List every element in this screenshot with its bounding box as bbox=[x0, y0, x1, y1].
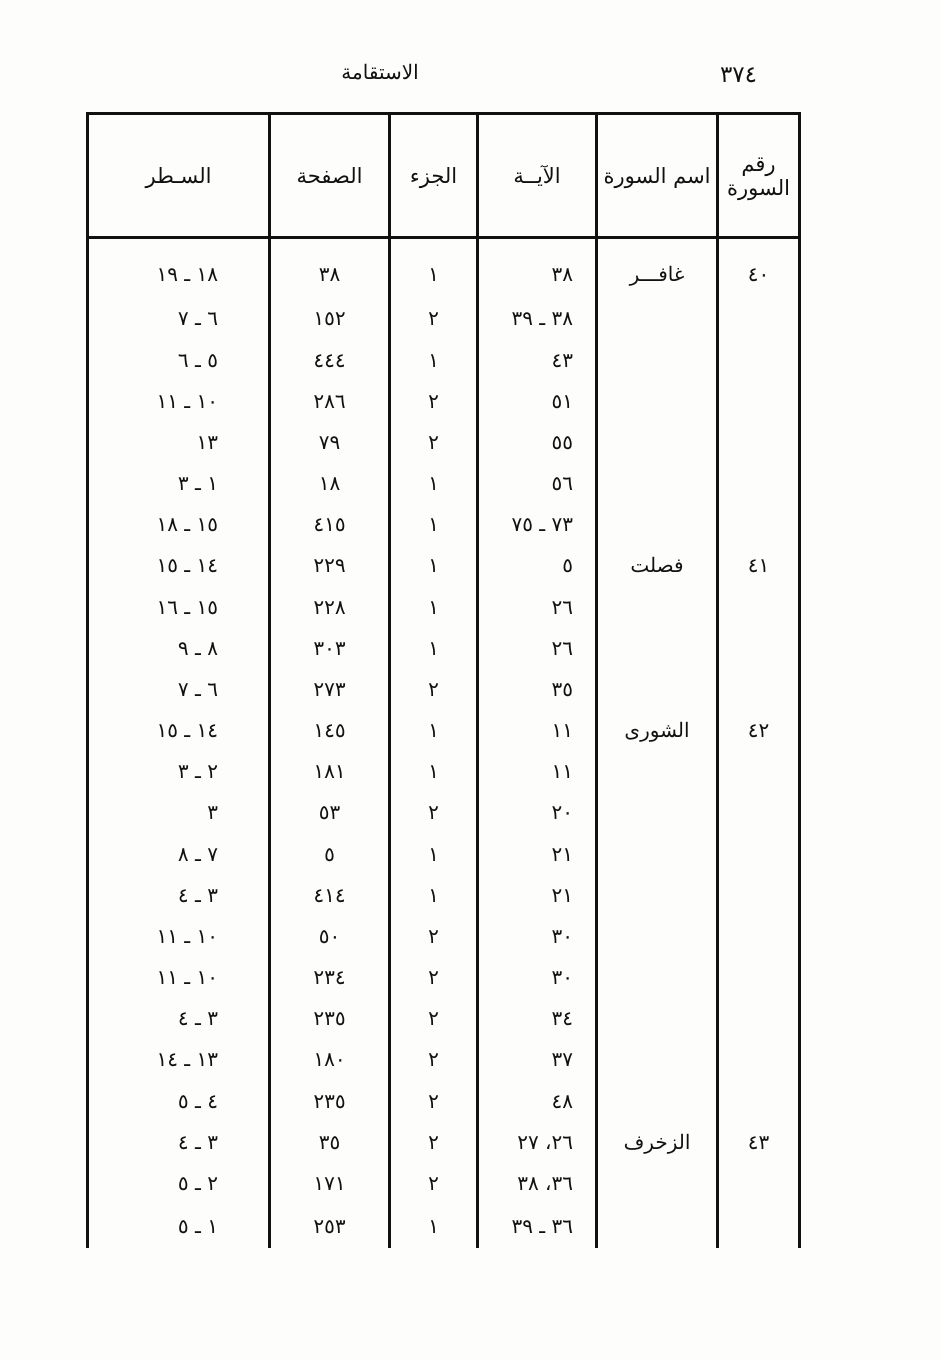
juz-cell: ٢ bbox=[390, 1080, 478, 1121]
sura-number-cell: ٤٣ bbox=[718, 1121, 800, 1162]
line-cell: ٢ ـ ٥ bbox=[88, 1162, 270, 1203]
verse-index-table bbox=[86, 112, 801, 1248]
table-row bbox=[88, 421, 800, 462]
line-cell: ١٥ ـ ١٨ bbox=[88, 504, 270, 545]
verse-cell: ٥ bbox=[478, 545, 597, 586]
page-cell: ٢٣٥ bbox=[270, 1080, 390, 1121]
header-page: الصفحة bbox=[270, 114, 390, 238]
sura-number-cell bbox=[718, 874, 800, 915]
juz-cell: ١ bbox=[390, 833, 478, 874]
page-cell: ٤١٤ bbox=[270, 874, 390, 915]
page-cell: ٣٥ bbox=[270, 1121, 390, 1162]
verse-cell: ٥٦ bbox=[478, 462, 597, 503]
verse-cell: ٣٠ bbox=[478, 915, 597, 956]
verse-cell: ١١ bbox=[478, 709, 597, 750]
page-cell: ٥٣ bbox=[270, 792, 390, 833]
juz-cell: ٢ bbox=[390, 421, 478, 462]
table-row bbox=[88, 380, 800, 421]
line-cell: ٦ ـ ٧ bbox=[88, 668, 270, 709]
juz-cell: ١ bbox=[390, 627, 478, 668]
sura-number-cell: ٤٢ bbox=[718, 709, 800, 750]
juz-cell: ١ bbox=[390, 504, 478, 545]
sura-name-cell bbox=[597, 874, 718, 915]
sura-name-cell bbox=[597, 1162, 718, 1203]
sura-name-cell bbox=[597, 751, 718, 792]
table-row bbox=[88, 545, 800, 586]
header-line: السـطر bbox=[88, 114, 270, 238]
page-cell: ٢٨٦ bbox=[270, 380, 390, 421]
verse-cell: ٢٦، ٢٧ bbox=[478, 1121, 597, 1162]
juz-cell: ٢ bbox=[390, 915, 478, 956]
page-cell: ٢٢٨ bbox=[270, 586, 390, 627]
verse-cell: ٢٠ bbox=[478, 792, 597, 833]
sura-number-cell bbox=[718, 668, 800, 709]
sura-name-cell bbox=[597, 915, 718, 956]
table-row bbox=[88, 1204, 800, 1248]
sura-number-cell bbox=[718, 833, 800, 874]
page-cell: ٧٩ bbox=[270, 421, 390, 462]
verse-cell: ٣٦ ـ ٣٩ bbox=[478, 1204, 597, 1248]
page-cell: ٢٥٣ bbox=[270, 1204, 390, 1248]
verse-cell: ٢١ bbox=[478, 833, 597, 874]
sura-number-cell bbox=[718, 627, 800, 668]
juz-cell: ٢ bbox=[390, 792, 478, 833]
sura-name-cell bbox=[597, 792, 718, 833]
table-row bbox=[88, 874, 800, 915]
verse-cell: ٧٣ ـ ٧٥ bbox=[478, 504, 597, 545]
juz-cell: ٢ bbox=[390, 298, 478, 339]
sura-number-cell bbox=[718, 1039, 800, 1080]
sura-name-cell bbox=[597, 998, 718, 1039]
sura-name-cell bbox=[597, 957, 718, 998]
page-cell: ٢٧٣ bbox=[270, 668, 390, 709]
verse-cell: ٢١ bbox=[478, 874, 597, 915]
line-cell: ١٤ ـ ١٥ bbox=[88, 545, 270, 586]
sura-number-cell bbox=[718, 298, 800, 339]
running-title: الاستقامة bbox=[341, 60, 419, 84]
line-cell: ١ ـ ٣ bbox=[88, 462, 270, 503]
verse-cell: ٥١ bbox=[478, 380, 597, 421]
line-cell: ٦ ـ ٧ bbox=[88, 298, 270, 339]
line-cell: ٧ ـ ٨ bbox=[88, 833, 270, 874]
juz-cell: ١ bbox=[390, 586, 478, 627]
line-cell: ٤ ـ ٥ bbox=[88, 1080, 270, 1121]
table-row bbox=[88, 668, 800, 709]
line-cell: ٥ ـ ٦ bbox=[88, 339, 270, 380]
sura-number-cell: ٤١ bbox=[718, 545, 800, 586]
juz-cell: ١ bbox=[390, 339, 478, 380]
page-cell: ١٨١ bbox=[270, 751, 390, 792]
sura-number-cell bbox=[718, 462, 800, 503]
sura-name-cell: غافـــر bbox=[597, 238, 718, 298]
sura-number-cell bbox=[718, 504, 800, 545]
verse-cell: ٣٧ bbox=[478, 1039, 597, 1080]
page-cell: ٥ bbox=[270, 833, 390, 874]
verse-cell: ٤٨ bbox=[478, 1080, 597, 1121]
juz-cell: ٢ bbox=[390, 1162, 478, 1203]
line-cell: ٨ ـ ٩ bbox=[88, 627, 270, 668]
verse-cell: ٣٤ bbox=[478, 998, 597, 1039]
sura-name-cell: الزخرف bbox=[597, 1121, 718, 1162]
table-row bbox=[88, 751, 800, 792]
sura-name-cell bbox=[597, 1039, 718, 1080]
juz-cell: ٢ bbox=[390, 1039, 478, 1080]
sura-number-cell bbox=[718, 1162, 800, 1203]
verse-cell: ٢٦ bbox=[478, 586, 597, 627]
juz-cell: ١ bbox=[390, 709, 478, 750]
sura-number-cell bbox=[718, 380, 800, 421]
juz-cell: ١ bbox=[390, 874, 478, 915]
sura-number-cell bbox=[718, 998, 800, 1039]
header-sura-name: اسم السورة bbox=[597, 114, 718, 238]
page-number: ٣٧٤ bbox=[719, 62, 757, 88]
table-row bbox=[88, 298, 800, 339]
line-cell: ٣ bbox=[88, 792, 270, 833]
sura-number-cell bbox=[718, 1080, 800, 1121]
sura-number-cell bbox=[718, 1204, 800, 1248]
page-cell: ١٧١ bbox=[270, 1162, 390, 1203]
header-juz: الجزء bbox=[390, 114, 478, 238]
sura-name-cell bbox=[597, 380, 718, 421]
line-cell: ١٠ ـ ١١ bbox=[88, 915, 270, 956]
table-row bbox=[88, 998, 800, 1039]
table-row bbox=[88, 1039, 800, 1080]
sura-number-cell bbox=[718, 339, 800, 380]
table-row bbox=[88, 339, 800, 380]
table-row bbox=[88, 586, 800, 627]
sura-name-cell bbox=[597, 462, 718, 503]
page-cell: ٢٣٤ bbox=[270, 957, 390, 998]
verse-cell: ٣٥ bbox=[478, 668, 597, 709]
juz-cell: ٢ bbox=[390, 1121, 478, 1162]
sura-name-cell bbox=[597, 421, 718, 462]
line-cell: ١٠ ـ ١١ bbox=[88, 957, 270, 998]
table-row bbox=[88, 957, 800, 998]
juz-cell: ٢ bbox=[390, 998, 478, 1039]
table-row bbox=[88, 915, 800, 956]
verse-cell: ٣٨ ـ ٣٩ bbox=[478, 298, 597, 339]
juz-cell: ١ bbox=[390, 238, 478, 298]
sura-number-cell bbox=[718, 915, 800, 956]
sura-name-cell bbox=[597, 627, 718, 668]
sura-number-cell bbox=[718, 421, 800, 462]
sura-name-cell bbox=[597, 833, 718, 874]
sura-number-cell bbox=[718, 586, 800, 627]
line-cell: ١ ـ ٥ bbox=[88, 1204, 270, 1248]
table-row bbox=[88, 1121, 800, 1162]
table-row bbox=[88, 792, 800, 833]
table-row bbox=[88, 462, 800, 503]
juz-cell: ٢ bbox=[390, 957, 478, 998]
line-cell: ١٨ ـ ١٩ bbox=[88, 238, 270, 298]
header-sura-number-line2: السورة bbox=[727, 175, 790, 200]
table-row bbox=[88, 1162, 800, 1203]
table-row bbox=[88, 627, 800, 668]
line-cell: ١٣ ـ ١٤ bbox=[88, 1039, 270, 1080]
table-row bbox=[88, 238, 800, 298]
table-row bbox=[88, 504, 800, 545]
sura-name-cell bbox=[597, 339, 718, 380]
sura-name-cell bbox=[597, 504, 718, 545]
page-cell: ٤١٥ bbox=[270, 504, 390, 545]
sura-name-cell bbox=[597, 1204, 718, 1248]
table-body bbox=[88, 238, 800, 1249]
sura-number-cell bbox=[718, 957, 800, 998]
sura-number-cell bbox=[718, 751, 800, 792]
verse-cell: ٣٠ bbox=[478, 957, 597, 998]
verse-cell: ١١ bbox=[478, 751, 597, 792]
table-row bbox=[88, 833, 800, 874]
page-cell: ١٤٥ bbox=[270, 709, 390, 750]
line-cell: ٣ ـ ٤ bbox=[88, 998, 270, 1039]
juz-cell: ١ bbox=[390, 545, 478, 586]
page-cell: ٥٠ bbox=[270, 915, 390, 956]
line-cell: ٢ ـ ٣ bbox=[88, 751, 270, 792]
juz-cell: ٢ bbox=[390, 668, 478, 709]
juz-cell: ٢ bbox=[390, 380, 478, 421]
verse-cell: ٥٥ bbox=[478, 421, 597, 462]
page-cell: ٣٠٣ bbox=[270, 627, 390, 668]
line-cell: ٣ ـ ٤ bbox=[88, 1121, 270, 1162]
sura-name-cell: فصلت bbox=[597, 545, 718, 586]
sura-number-cell bbox=[718, 792, 800, 833]
verse-cell: ٤٣ bbox=[478, 339, 597, 380]
line-cell: ١٠ ـ ١١ bbox=[88, 380, 270, 421]
verse-cell: ٣٨ bbox=[478, 238, 597, 298]
juz-cell: ١ bbox=[390, 462, 478, 503]
table-row bbox=[88, 1080, 800, 1121]
header-verse: الآيــة bbox=[478, 114, 597, 238]
page-cell: ١٨ bbox=[270, 462, 390, 503]
sura-name-cell bbox=[597, 298, 718, 339]
line-cell: ٣ ـ ٤ bbox=[88, 874, 270, 915]
page-cell: ١٨٠ bbox=[270, 1039, 390, 1080]
header-sura-number-line1: رقم bbox=[741, 151, 776, 176]
page-cell: ٢٣٥ bbox=[270, 998, 390, 1039]
sura-name-cell bbox=[597, 1080, 718, 1121]
line-cell: ١٤ ـ ١٥ bbox=[88, 709, 270, 750]
sura-name-cell bbox=[597, 668, 718, 709]
sura-name-cell bbox=[597, 586, 718, 627]
juz-cell: ١ bbox=[390, 1204, 478, 1248]
page-cell: ١٥٢ bbox=[270, 298, 390, 339]
page-cell: ٤٤٤ bbox=[270, 339, 390, 380]
table-row bbox=[88, 709, 800, 750]
sura-number-cell: ٤٠ bbox=[718, 238, 800, 298]
line-cell: ١٥ ـ ١٦ bbox=[88, 586, 270, 627]
table-header-row bbox=[88, 114, 800, 238]
page-cell: ٣٨ bbox=[270, 238, 390, 298]
line-cell: ١٣ bbox=[88, 421, 270, 462]
sura-name-cell: الشورى bbox=[597, 709, 718, 750]
header-sura-number bbox=[718, 114, 800, 238]
verse-cell: ٢٦ bbox=[478, 627, 597, 668]
juz-cell: ١ bbox=[390, 751, 478, 792]
verse-cell: ٣٦، ٣٨ bbox=[478, 1162, 597, 1203]
page-cell: ٢٢٩ bbox=[270, 545, 390, 586]
